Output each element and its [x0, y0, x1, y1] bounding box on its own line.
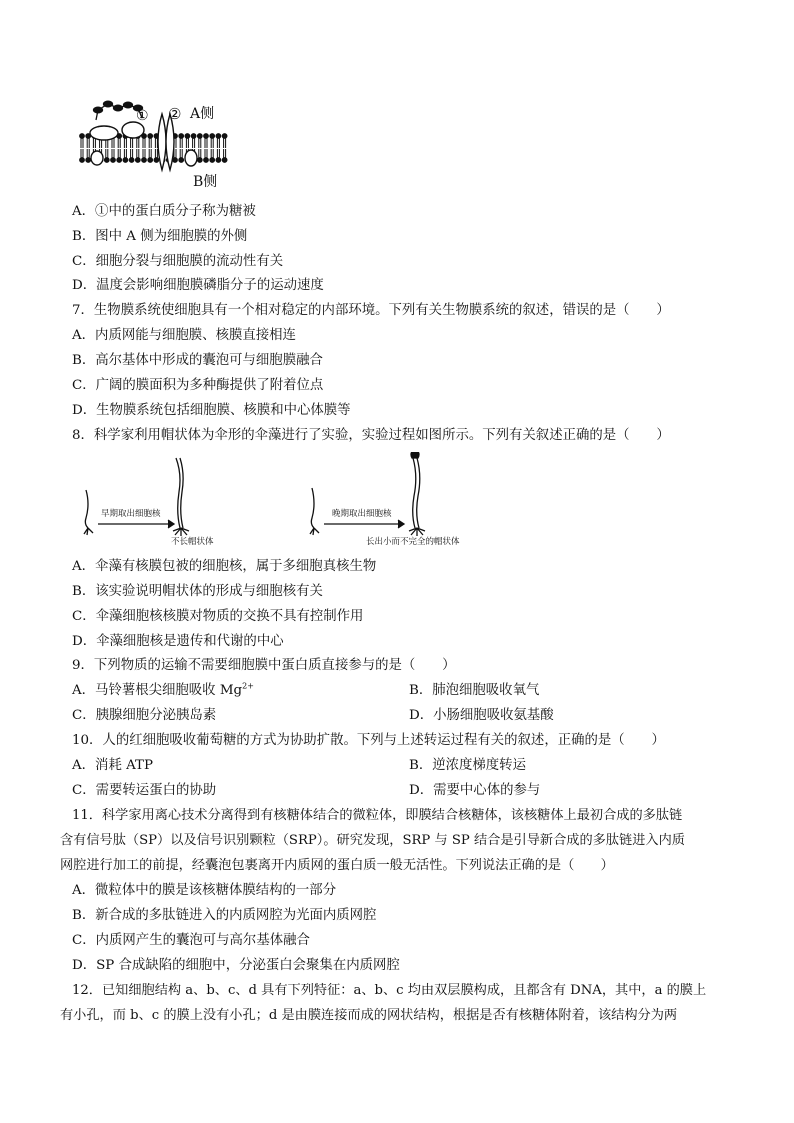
q6-option-c: C．细胞分裂与细胞膜的流动性有关 — [72, 254, 284, 269]
lipid-head-icon — [148, 134, 153, 139]
q8-option-b: B．该实验说明帽状体的形成与细胞核有关 — [72, 584, 323, 599]
lipid-head-icon — [210, 158, 215, 163]
lipid-head-icon — [142, 158, 147, 163]
lipid-head-icon — [191, 134, 196, 139]
lipid-head-icon — [123, 158, 128, 163]
q7-stem: 7．生物膜系统使细胞具有一个相对稳定的内部环境。下列有关生物膜系统的叙述，错误的是（ ） — [72, 303, 670, 318]
q7-option-c: C．广阔的膜面积为多种酶提供了附着位点 — [72, 378, 324, 393]
side-b-label: B侧 — [193, 174, 218, 190]
lipid-tail-icon — [211, 149, 213, 158]
lipid-tail-icon — [131, 138, 133, 148]
lipid-tail-icon — [106, 149, 108, 158]
q8-option-d: D．伞藻细胞核是遗传和代谢的中心 — [72, 634, 284, 649]
q11-line3: 网腔进行加工的前提，经囊泡包裹离开内质网的蛋白质一般无活性。下列说法正确的是（ ） — [60, 858, 614, 873]
lipid-tail-icon — [193, 138, 195, 148]
lipid-head-icon — [185, 134, 190, 139]
lipid-tail-icon — [155, 138, 157, 148]
lipid-tail-icon — [112, 138, 114, 148]
lipid-tail-icon — [224, 149, 226, 158]
lipid-head-icon — [210, 134, 215, 139]
lipid-head-icon — [117, 158, 122, 163]
lipid-tail-icon — [112, 149, 114, 158]
lipid-tail-icon — [180, 138, 182, 148]
q8-stem: 8．科学家利用帽状体为伞形的伞藻进行了实验，实验过程如图所示。下列有关叙述正确的是（ ） — [72, 428, 670, 443]
lipid-tail-icon — [124, 149, 126, 158]
arrow2-label: 晚期取出细胞核 — [332, 509, 392, 519]
lipid-head-icon — [204, 158, 209, 163]
lipid-tail-icon — [124, 138, 126, 148]
q12-line1: 12．已知细胞结构 a、b、c、d 具有下列特征：a、b、c 均由双层膜构成，且都含有 DNA，其中，a 的膜上 — [72, 983, 707, 998]
q7-option-b: B．高尔基体中形成的囊泡可与细胞膜融合 — [72, 353, 323, 368]
lipid-tail-icon — [186, 138, 188, 148]
lipid-tail-icon — [217, 138, 219, 148]
marker-1-label: ① — [136, 108, 149, 124]
lipid-tail-icon — [155, 149, 157, 158]
q8-option-c: C．伞藻细胞核核膜对物质的交换不具有控制作用 — [72, 609, 364, 624]
q11-option-b: B．新合成的多肽链进入的内质网腔为光面内质网腔 — [72, 908, 377, 923]
q9-option-d: D．小肠细胞吸收氨基酸 — [409, 708, 554, 723]
lipid-head-icon — [216, 158, 221, 163]
lipid-tail-icon — [143, 138, 145, 148]
lipid-tail-icon — [199, 149, 201, 158]
q11-option-d: D．SP 合成缺陷的细胞中，分泌蛋白会聚集在内质网腔 — [72, 958, 400, 973]
lipid-head-icon — [222, 158, 227, 163]
lipid-head-icon — [86, 158, 91, 163]
lipid-tail-icon — [118, 149, 120, 158]
lipid-head-icon — [197, 158, 202, 163]
result1-label: 不长帽状体 — [171, 537, 214, 547]
lipid-tail-icon — [211, 138, 213, 148]
lipid-tail-icon — [217, 149, 219, 158]
q7-option-d: D．生物膜系统包括细胞膜、核膜和中心体膜等 — [72, 403, 351, 418]
side-a-label: A侧 — [190, 106, 215, 122]
lipid-head-icon — [179, 134, 184, 139]
lipid-tail-icon — [205, 138, 207, 148]
lipid-tail-icon — [149, 138, 151, 148]
lipid-tail-icon — [180, 149, 182, 158]
q11-option-c: C．内质网产生的囊泡可与高尔基体融合 — [72, 933, 310, 948]
lipid-tail-icon — [149, 149, 151, 158]
lipid-tail-icon — [118, 138, 120, 148]
q10-stem: 10．人的红细胞吸收葡萄糖的方式为协助扩散。下列与上述转运过程有关的叙述，正确的是（ ） — [72, 733, 665, 748]
lipid-tail-icon — [93, 138, 95, 148]
lipid-head-icon — [222, 134, 227, 139]
q10-option-b: B．逆浓度梯度转运 — [409, 758, 526, 773]
q11-option-a: A．微粒体中的膜是该核糖体膜结构的一部分 — [72, 883, 337, 898]
q10-option-c: C．需要转运蛋白的协助 — [72, 783, 217, 798]
lipid-tail-icon — [224, 138, 226, 148]
lipid-head-icon — [179, 158, 184, 163]
lipid-head-icon — [197, 134, 202, 139]
q8-option-a: A．伞藻有核膜包被的细胞核，属于多细胞真核生物 — [72, 559, 377, 574]
lipid-tail-icon — [131, 149, 133, 158]
q10-option-a: A．消耗 ATP — [72, 758, 153, 773]
q6-option-d: D．温度会影响细胞膜磷脂分子的运动速度 — [72, 278, 324, 293]
q11-line1: 11．科学家用离心技术分离得到有核糖体结合的微粒体，即膜结合核糖体，该核糖体上最初合成的多肽链 — [72, 808, 683, 823]
q9-option-b: B．肺泡细胞吸收氧气 — [409, 683, 540, 698]
cell-membrane-diagram — [78, 96, 248, 196]
lipid-tail-icon — [199, 138, 201, 148]
q6-option-b: B．图中 A 侧为细胞膜的外侧 — [72, 229, 248, 244]
q7-option-a: A．内质网能与细胞膜、核膜直接相连 — [72, 328, 296, 343]
alga-young-icon-2 — [310, 488, 319, 535]
lipid-head-icon — [111, 158, 116, 163]
lipid-head-icon — [80, 158, 85, 163]
alga-small-cap-icon — [409, 452, 425, 536]
marker-2-label: ② — [168, 105, 182, 123]
lipid-tail-icon — [81, 138, 83, 148]
lipid-head-icon — [154, 158, 159, 163]
alga-young-icon — [84, 490, 93, 535]
q12-line2: 有小孔，而 b、c 的膜上没有小孔；d 是由膜连接而成的网状结构，根据是否有核糖体附着，该结构分为两 — [60, 1008, 678, 1023]
lipid-head-icon — [135, 158, 140, 163]
lipid-tail-icon — [87, 149, 89, 158]
alga-no-cap-icon — [173, 458, 189, 536]
lipid-head-icon — [80, 134, 85, 139]
q11-line2: 含有信号肽（SP）以及信号识别颗粒（SRP）。研究发现，SRP 与 SP 结合是引导新合成的多肽链进入内质 — [60, 833, 685, 848]
q9-option-c: C．胰腺细胞分泌胰岛素 — [72, 708, 217, 723]
q9-option-a-sup: 2+ — [242, 681, 254, 691]
lipid-head-icon — [216, 134, 221, 139]
arrow1-label: 早期取出细胞核 — [101, 509, 161, 519]
lipid-tail-icon — [87, 138, 89, 148]
q9-option-a-text: A．马铃薯根尖细胞吸收 Mg — [72, 683, 243, 698]
q9-stem: 9．下列物质的运输不需要细胞膜中蛋白质直接参与的是（ ） — [72, 658, 456, 673]
lipid-head-icon — [104, 158, 109, 163]
lipid-tail-icon — [205, 149, 207, 158]
q10-option-d: D．需要中心体的参与 — [409, 783, 541, 798]
lipid-tail-icon — [137, 149, 139, 158]
lipid-head-icon — [148, 158, 153, 163]
lipid-tail-icon — [137, 138, 139, 148]
q9-option-a — [72, 681, 254, 701]
lipid-head-icon — [129, 158, 134, 163]
result2-label: 长出小而不完全的帽状体 — [366, 537, 460, 547]
lipid-head-icon — [204, 134, 209, 139]
lipid-tail-icon — [143, 149, 145, 158]
q6-option-a: A．①中的蛋白质分子称为糖被 — [72, 204, 256, 219]
lipid-tail-icon — [81, 149, 83, 158]
lipid-head-icon — [173, 158, 178, 163]
